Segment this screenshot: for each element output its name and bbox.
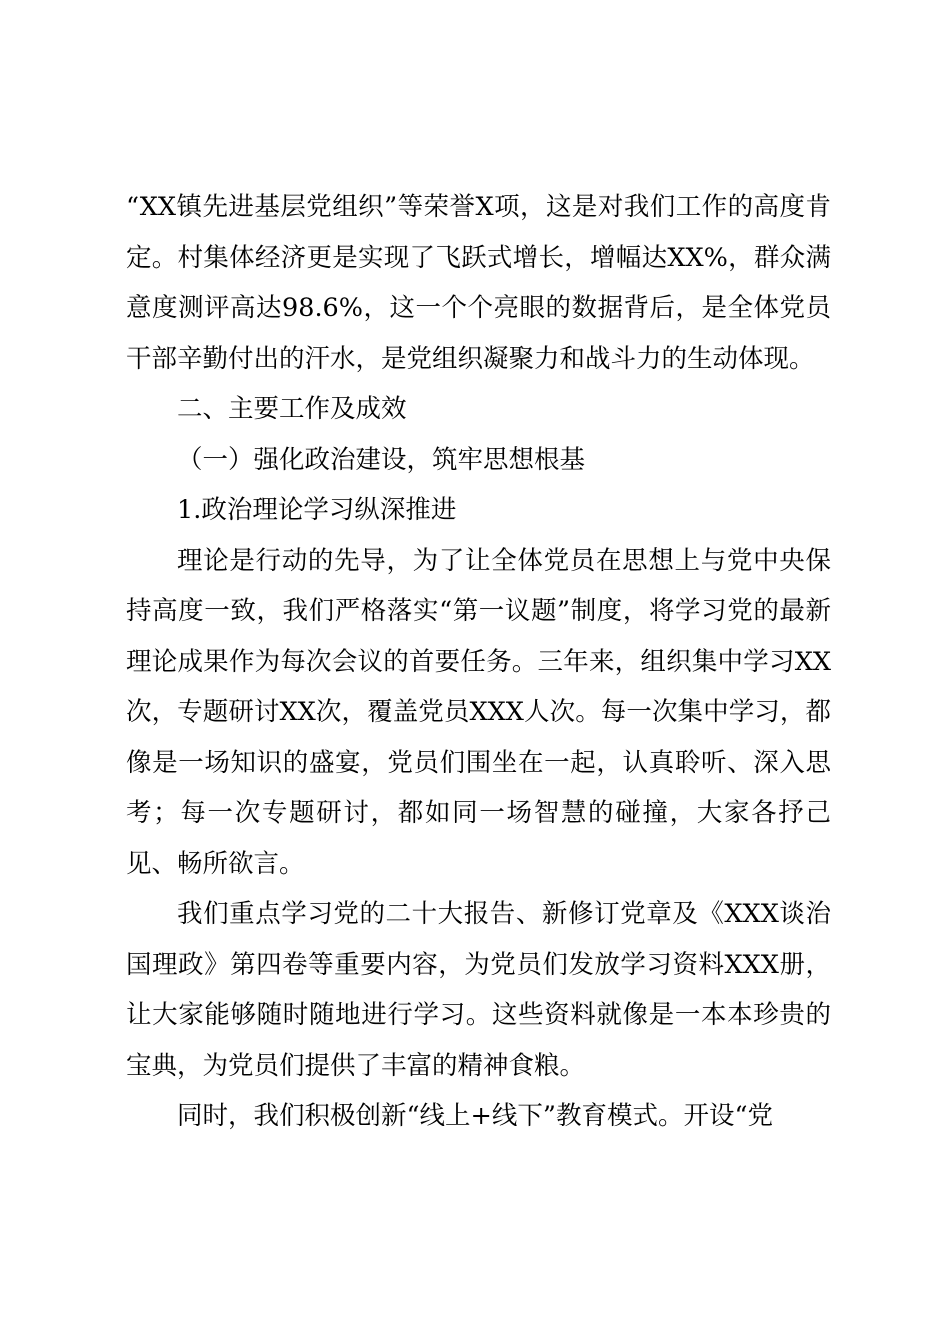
paragraph-achievement-summary: “XX镇先进基层党组织”等荣誉X项，这是对我们工作的高度肯定。村集体经济更是实现了飞跃式增长，增幅达XX%，群众满意度测评高达98.6%，这一个个亮眼的数据背后，是全体党员干部辛勤付出的汗水，是党组织凝聚力和战斗力的生动体现。	[126, 192, 831, 374]
section-heading-main-work: 二、主要工作及成效	[177, 394, 407, 424]
subsection-heading-political-building: （一）强化政治建设，筑牢思想根基	[177, 444, 586, 475]
paragraph-online-offline: 同时，我们积极创新“线上+线下”教育模式。开设“党	[177, 1101, 773, 1131]
item-heading-theory-study: 1.政治理论学习纵深推进	[177, 495, 457, 525]
paragraph-theory-study: 理论是行动的先导，为了让全体党员在思想上与党中央保持高度一致，我们严格落实“第一议题”制度，将学习党的最新理论成果作为每次会议的首要任务。三年来，组织集中学习XX次，专题研讨XX次，覆盖党员XXX人次。每一次集中学习，都像是一场知识的盛宴，党员们围坐在一起，认真聆听、深入思考；每一次专题研讨，都如同一场智慧的碰撞，大家各抒己见、畅所欲言。	[126, 545, 831, 879]
paragraph-key-materials: 我们重点学习党的二十大报告、新修订党章及《XXX谈治国理政》第四卷等重要内容，为党员们发放学习资料XXX册，让大家能够随时随地进行学习。这些资料就像是一本本珍贵的宝典，为党员们提供了丰富的精神食粮。	[126, 899, 831, 1081]
document-body	[126, 182, 831, 1142]
